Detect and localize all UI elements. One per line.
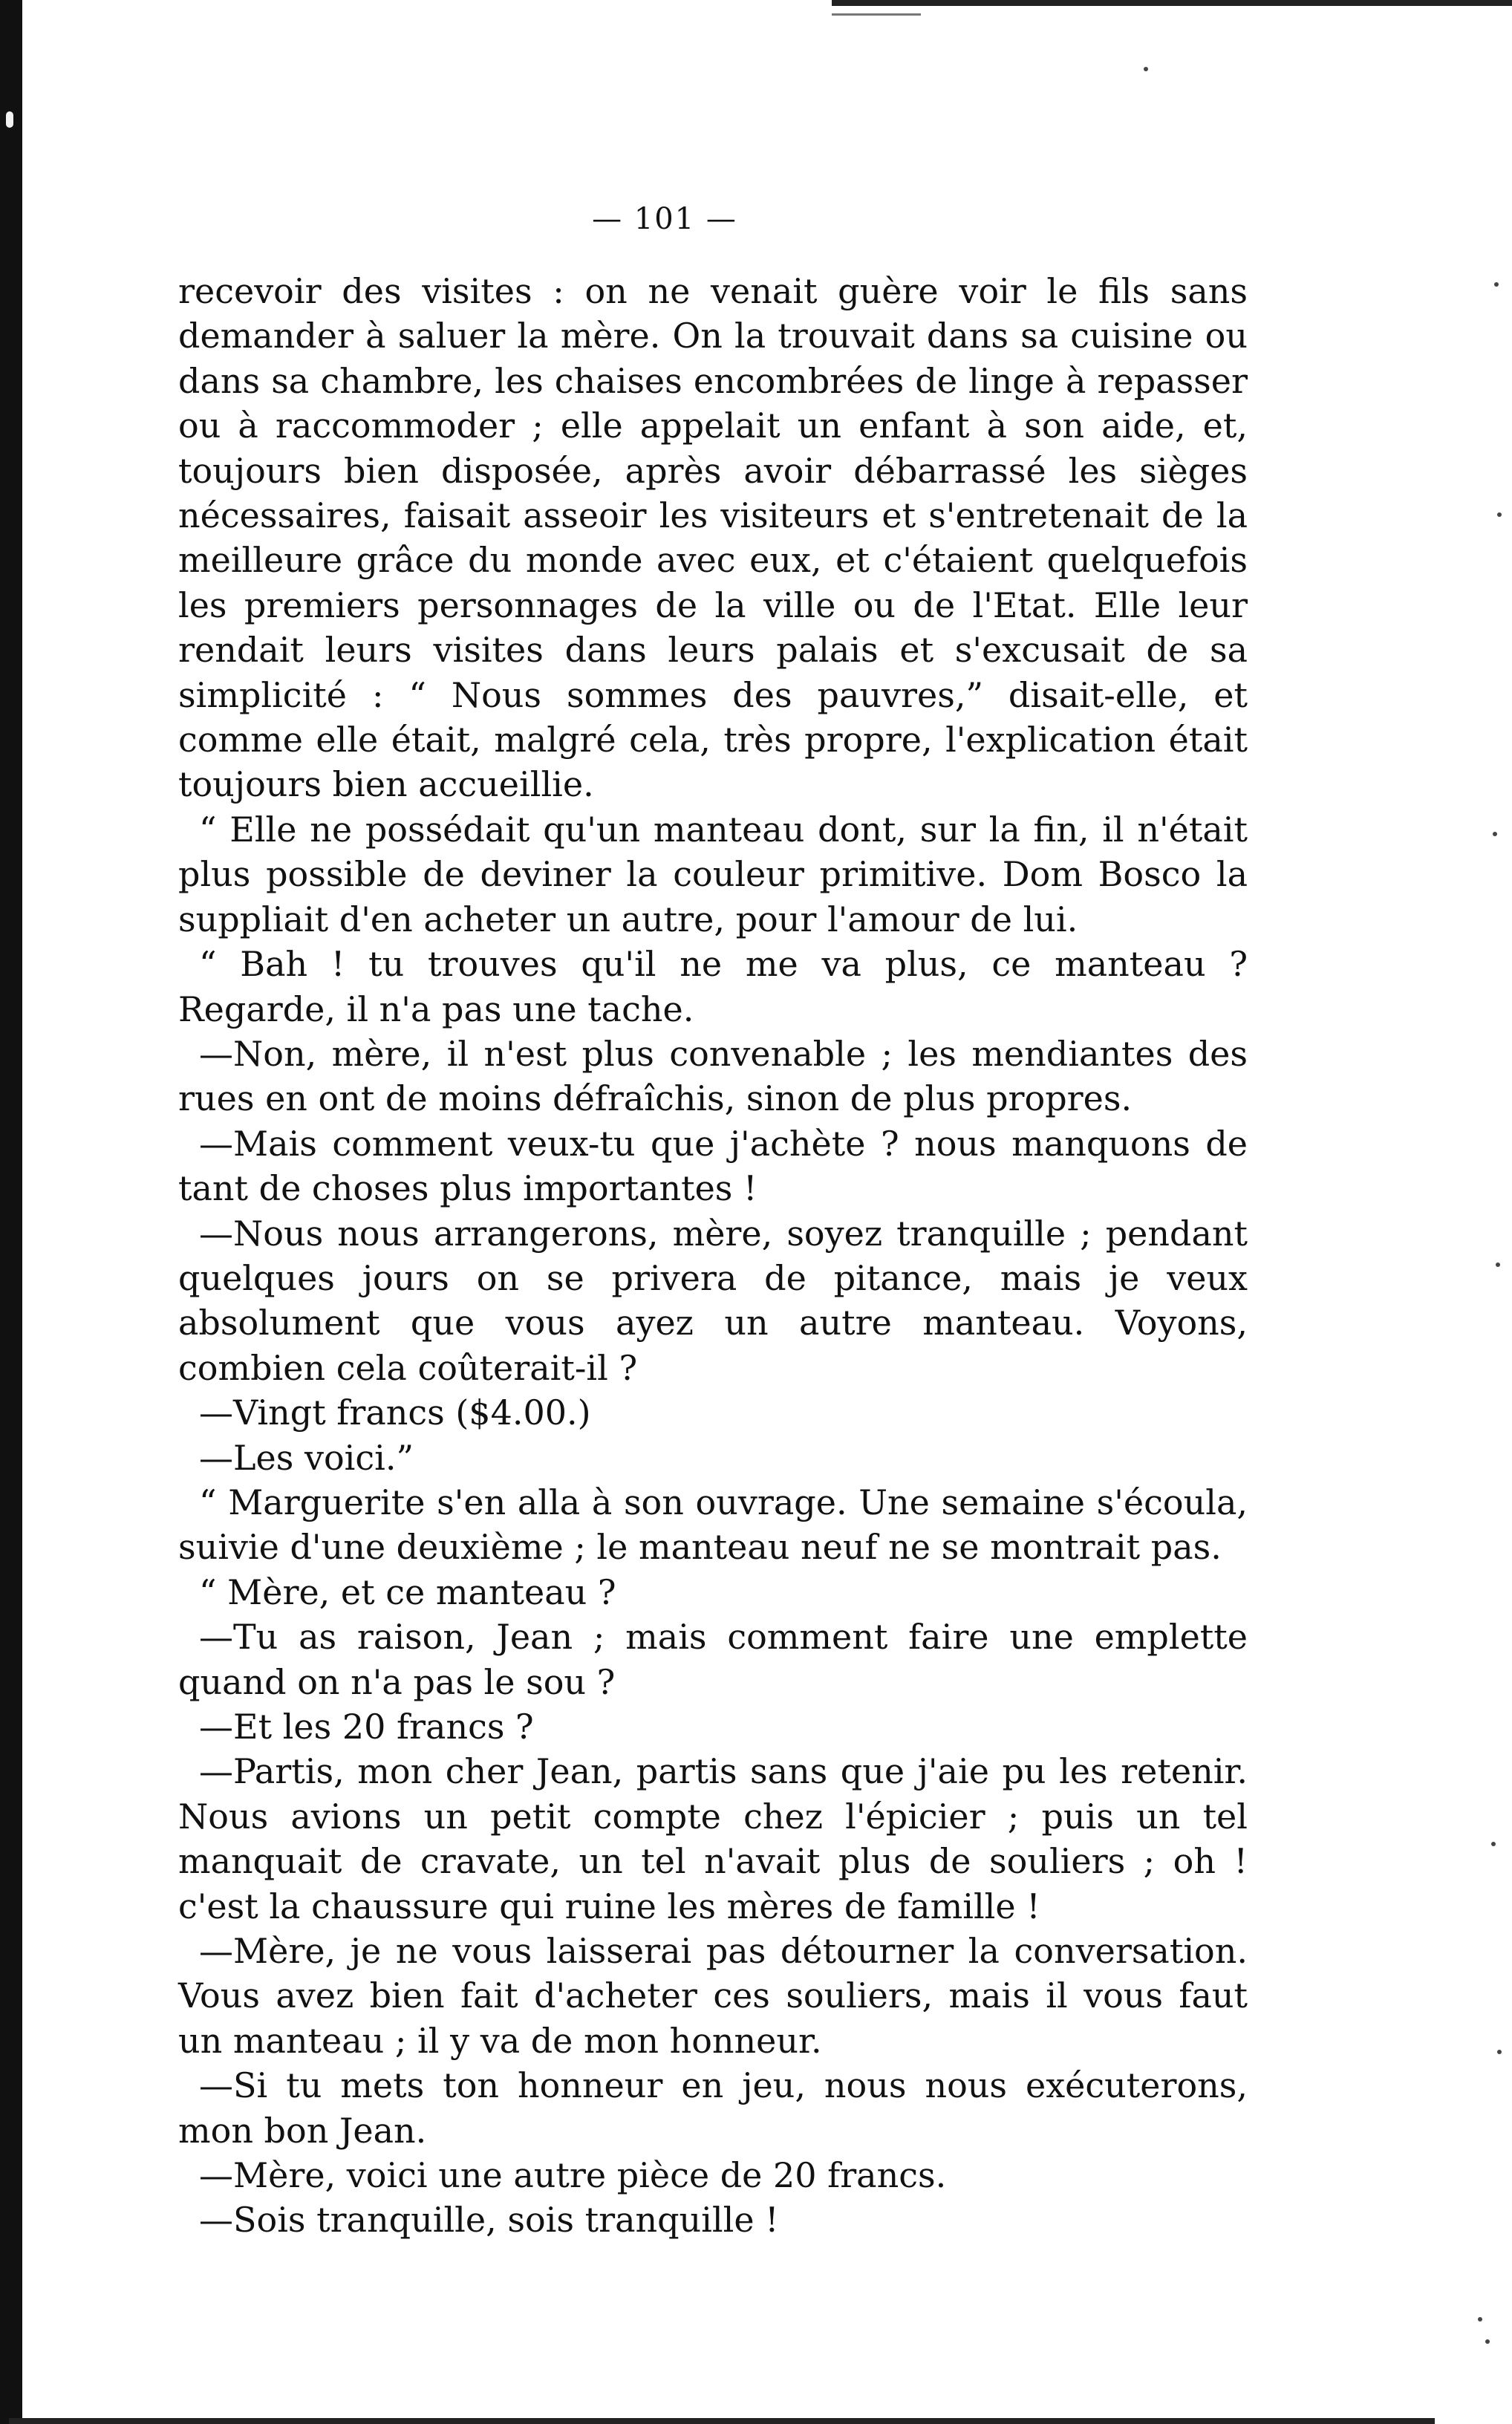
scan-speck bbox=[1496, 1262, 1500, 1267]
paragraph: —Tu as raison, Jean ; mais comment faire une emplette quand on n'a pas le sou ? bbox=[178, 1617, 1248, 1702]
paragraph: recevoir des visites : on ne venait guère voir le fils sans demander à saluer la mère. On la trouvait dans sa cuisine ou dans sa chambre, les chaises encombrées de linge à repasser ou à raccommoder ; elle appelait un enfant à son aide, et, toujours bien disposée, après avoir débarrassé les sièges nécessaires, faisait asseoir les visiteurs et s'entretenait de la meilleure grâce du monde avec eux, et c'étaient quelquefois les premiers personnages de la ville ou de l'Etat. Elle leur rendait leurs visites dans leurs palais et s'excusait de sa simplicité : “ Nous sommes des pauvres,” disait-elle, et comme elle était, malgré cela, très propre, l'explication était toujours bien accueillie. bbox=[178, 271, 1248, 805]
paragraph: —Vingt francs ($4.00.) bbox=[199, 1392, 591, 1433]
scan-top-rule-secondary bbox=[832, 13, 921, 16]
scan-top-rule bbox=[832, 0, 1512, 6]
scan-speck bbox=[1144, 67, 1148, 71]
paragraph: —Mère, voici une autre pièce de 20 francs. bbox=[199, 2155, 947, 2196]
scan-edge-left bbox=[0, 0, 22, 2424]
scan-speck bbox=[1493, 832, 1497, 836]
page-number: — 101 — bbox=[592, 202, 737, 236]
paragraph: —Partis, mon cher Jean, partis sans que j'aie pu les retenir. Nous avions un petit compte chez l'épicier ; puis un tel manquait de cravate, un tel n'avait plus de souliers ; oh ! c'est la chaussure qui ruine les mères de famille ! bbox=[178, 1751, 1248, 1926]
paragraph: —Si tu mets ton honneur en jeu, nous nous exécuterons, mon bon Jean. bbox=[178, 2065, 1248, 2151]
scan-edge-notch bbox=[6, 111, 13, 128]
paragraph: “ Bah ! tu trouves qu'il ne me va plus, ce manteau ? Regarde, il n'a pas une tache. bbox=[178, 944, 1248, 1029]
paragraph: “ Elle ne possédait qu'un manteau dont, sur la fin, il n'était plus possible de deviner la couleur primitive. Dom Bosco la suppliait d'en acheter un autre, pour l'amour de lui. bbox=[178, 809, 1248, 939]
page-body bbox=[178, 269, 1248, 2243]
paragraph: —Non, mère, il n'est plus convenable ; les mendiantes des rues en ont de moins défraîchis, sinon de plus propres. bbox=[178, 1033, 1248, 1119]
scan-speck bbox=[1491, 1842, 1496, 1846]
scan-speck bbox=[1497, 2050, 1502, 2054]
paragraph: —Les voici.” bbox=[199, 1437, 414, 1478]
paragraph: —Mais comment veux-tu que j'achète ? nous manquons de tant de choses plus importantes ! bbox=[178, 1123, 1248, 1209]
scan-speck bbox=[1478, 2317, 1482, 2322]
paragraph: “ Marguerite s'en alla à son ouvrage. Une semaine s'écoula, suivie d'une deuxième ; le manteau neuf ne se montrait pas. bbox=[178, 1482, 1248, 1568]
paragraph: —Et les 20 francs ? bbox=[199, 1707, 534, 1747]
paragraph: —Nous nous arrangerons, mère, soyez tranquille ; pendant quelques jours on se privera de pitance, mais je veux absolument que vous ayez un autre manteau. Voyons, combien cela coûterait-il ? bbox=[178, 1213, 1248, 1388]
paragraph: —Mère, je ne vous laisserai pas détourner la conversation. Vous avez bien fait d'acheter ces souliers, mais il vous faut un manteau ; il y va de mon honneur. bbox=[178, 1931, 1248, 2061]
scan-speck bbox=[1485, 2339, 1490, 2344]
scan-speck bbox=[1497, 512, 1502, 517]
paragraph: —Sois tranquille, sois tranquille ! bbox=[199, 2200, 779, 2241]
scan-speck bbox=[1494, 282, 1499, 287]
scan-bottom-rule bbox=[9, 2418, 1435, 2424]
paragraph: “ Mère, et ce manteau ? bbox=[199, 1571, 616, 1612]
